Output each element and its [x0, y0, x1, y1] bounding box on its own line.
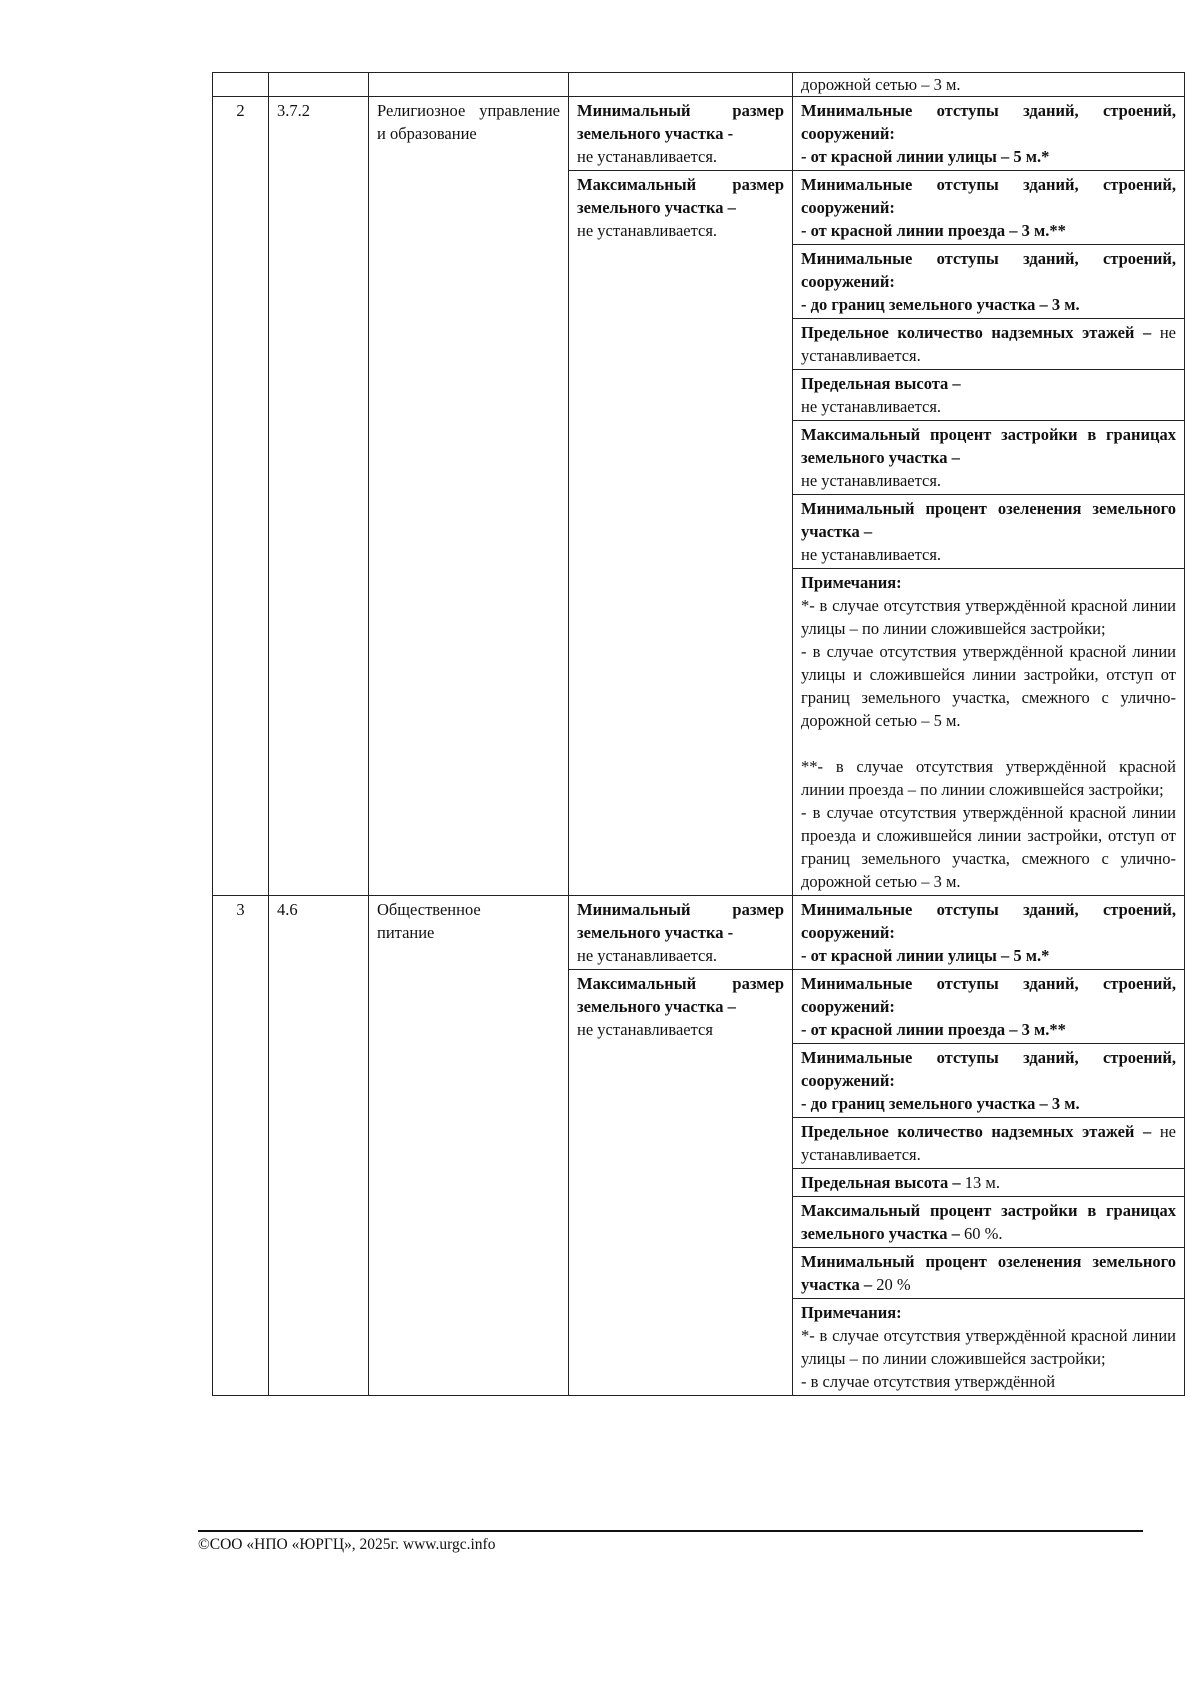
param-cell	[793, 495, 1185, 569]
param-value: не устанавливается.	[801, 1122, 1176, 1164]
param-title: Минимальные отступы зданий, строений, сооружений:	[801, 900, 1176, 942]
table-row	[213, 97, 1185, 171]
param-title: Максимальный процент застройки в границах земельного участка –	[801, 1201, 1176, 1243]
param-value: 60 %.	[959, 1224, 1003, 1243]
param-cell	[793, 1118, 1185, 1169]
param-title: Предельная высота –	[801, 374, 961, 393]
table-row-continuation	[213, 73, 1185, 97]
note-text: - в случае отсутствия утверждённой красной линии улицы и сложившейся линии застройки, отступ от границ земельного участка, смежного с улично-дорожной сетью – 5 м.	[801, 642, 1176, 730]
regulations-table	[212, 72, 1185, 1396]
param-title: Предельная высота –	[801, 1173, 961, 1192]
param-cell	[793, 421, 1185, 495]
note-text: *- в случае отсутствия утверждённой красной линии улицы – по линии сложившейся застройки;	[801, 596, 1176, 638]
param-value: - от красной линии улицы – 5 м.*	[801, 946, 1050, 965]
param-cell	[793, 245, 1185, 319]
param-cell	[793, 319, 1185, 370]
param-value: - от красной линии проезда – 3 м.**	[801, 221, 1066, 240]
param-value: - до границ земельного участка – 3 м.	[801, 1094, 1080, 1113]
max-size-value: не устанавливается.	[577, 221, 718, 240]
param-title: Предельное количество надземных этажей –	[801, 323, 1152, 342]
param-title: Предельное количество надземных этажей –	[801, 1122, 1152, 1141]
min-size-title: Минимальный размер земельного участка -	[577, 101, 784, 143]
param-value: - от красной линии улицы – 5 м.*	[801, 147, 1050, 166]
min-size-value: не устанавливается.	[577, 147, 718, 166]
notes-cell	[793, 569, 1185, 896]
max-size-cell	[569, 171, 793, 896]
notes-title: Примечания:	[801, 1303, 902, 1322]
param-title: Максимальный процент застройки в границах земельного участка –	[801, 425, 1176, 467]
footer-divider	[198, 1530, 1143, 1532]
param-cell	[793, 1169, 1185, 1197]
param-title: Минимальный процент озеленения земельного участка –	[801, 499, 1176, 541]
param-value: не устанавливается.	[801, 545, 942, 564]
row-code: 3.7.2	[269, 97, 369, 896]
param-cell	[793, 1044, 1185, 1118]
param-title: Минимальные отступы зданий, строений, сооружений:	[801, 101, 1176, 143]
max-size-value: не устанавливается	[577, 1020, 713, 1039]
max-size-cell	[569, 970, 793, 1396]
notes-title: Примечания:	[801, 573, 902, 592]
param-value: - от красной линии проезда – 3 м.**	[801, 1020, 1066, 1039]
note-text: - в случае отсутствия утверждённой	[801, 1372, 1056, 1391]
table-row	[213, 896, 1185, 970]
min-size-title: Минимальный размер земельного участка -	[577, 900, 784, 942]
param-value: не устанавливается.	[801, 471, 942, 490]
min-size-value: не устанавливается.	[577, 946, 718, 965]
row-use-name: Общественное питание	[369, 896, 569, 1396]
param-title: Минимальный процент озеленения земельного участка –	[801, 1252, 1176, 1294]
note-text: *- в случае отсутствия утверждённой красной линии улицы – по линии сложившейся застройки;	[801, 1326, 1176, 1368]
param-title: Минимальные отступы зданий, строений, сооружений:	[801, 974, 1176, 1016]
row-code: 4.6	[269, 896, 369, 1396]
param-title: Минимальные отступы зданий, строений, сооружений:	[801, 175, 1176, 217]
param-cell	[793, 970, 1185, 1044]
continuation-text: дорожной сетью – 3 м.	[793, 73, 1185, 97]
min-size-cell	[569, 97, 793, 171]
min-size-cell	[569, 896, 793, 970]
param-value: 20 %	[872, 1275, 911, 1294]
param-cell	[793, 1197, 1185, 1248]
row-number: 3	[213, 896, 269, 1396]
max-size-title: Максимальный размер земельного участка –	[577, 175, 784, 217]
param-cell	[793, 1248, 1185, 1299]
param-value: не устанавливается.	[801, 323, 1176, 365]
row-number: 2	[213, 97, 269, 896]
param-title: Минимальные отступы зданий, строений, сооружений:	[801, 249, 1176, 291]
param-cell	[793, 171, 1185, 245]
param-cell	[793, 370, 1185, 421]
footer-copyright: ©СОО «НПО «ЮРГЦ», 2025г. www.urgc.info	[198, 1536, 496, 1553]
param-cell	[793, 97, 1185, 171]
param-cell	[793, 896, 1185, 970]
notes-cell	[793, 1299, 1185, 1396]
param-title: Минимальные отступы зданий, строений, сооружений:	[801, 1048, 1176, 1090]
note-text: - в случае отсутствия утверждённой красной линии проезда и сложившейся линии застройки, отступ от границ земельного участка, смежного с улично-дорожной сетью – 3 м.	[801, 803, 1176, 891]
row-use-name: Религиозное управление и образование	[369, 97, 569, 896]
param-value: не устанавливается.	[801, 397, 942, 416]
param-value: - до границ земельного участка – 3 м.	[801, 295, 1080, 314]
note-text: **- в случае отсутствия утверждённой красной линии проезда – по линии сложившейся застройки;	[801, 757, 1176, 799]
param-value: 13 м.	[960, 1173, 1000, 1192]
max-size-title: Максимальный размер земельного участка –	[577, 974, 784, 1016]
